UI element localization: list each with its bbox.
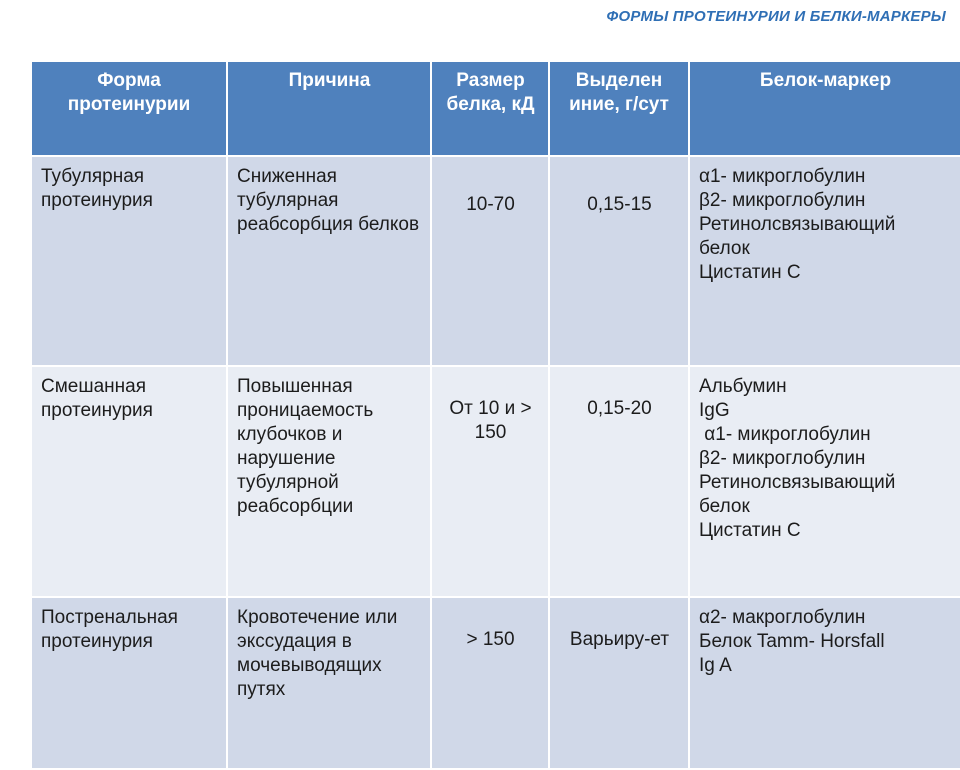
marker-item: Ретинолсвязывающий [699,214,896,235]
cell-size: 10-70 [431,156,549,366]
table-row [31,366,960,597]
header-form: Форма протеинурии [31,61,227,156]
marker-item: Альбумин [699,376,787,397]
slide-title: ФОРМЫ ПРОТЕИНУРИИ И БЕЛКИ-МАРКЕРЫ [606,8,946,25]
marker-item: Белок Tamm- Horsfall [699,631,885,652]
cell-size: > 150 [431,597,549,769]
marker-item: α2- макроглобулин [699,607,866,628]
header-marker: Белок-маркер [689,61,960,156]
marker-item: α1- микроглобулин [699,424,871,445]
marker-item: β2- микроглобулин [699,190,866,211]
marker-item: Цистатин С [699,262,801,283]
cell-cause: Кровотечение или экссудация в мочевыводящих путях [227,597,431,769]
marker-item: α1- микроглобулин [699,166,866,187]
marker-item: белок [699,238,750,259]
header-row [31,61,960,156]
cell-markers [689,156,960,366]
header-excretion: Выделен иние, г/сут [549,61,689,156]
cell-markers [689,366,960,597]
cell-cause: Сниженная тубулярная реабсорбция белков [227,156,431,366]
proteinuria-table [30,60,960,770]
header-size: Размер белка, кД [431,61,549,156]
cell-size: От 10 и > 150 [431,366,549,597]
cell-markers [689,597,960,769]
cell-form: Смешанная протеинурия [31,366,227,597]
marker-item: β2- микроглобулин [699,448,866,469]
cell-form: Тубулярная протеинурия [31,156,227,366]
table-row [31,597,960,769]
marker-item: Ретинолсвязывающий [699,472,896,493]
marker-item: белок [699,496,750,517]
marker-item: Ig A [699,655,732,676]
marker-item: IgG [699,400,730,421]
cell-cause: Повышенная проницаемость клубочков и нарушение тубулярной реабсорбции [227,366,431,597]
marker-item: Цистатин С [699,520,801,541]
table-row [31,156,960,366]
cell-excretion: 0,15-15 [549,156,689,366]
header-cause: Причина [227,61,431,156]
cell-form: Постренальная протеинурия [31,597,227,769]
cell-excretion: Варьиру-ет [549,597,689,769]
cell-excretion: 0,15-20 [549,366,689,597]
